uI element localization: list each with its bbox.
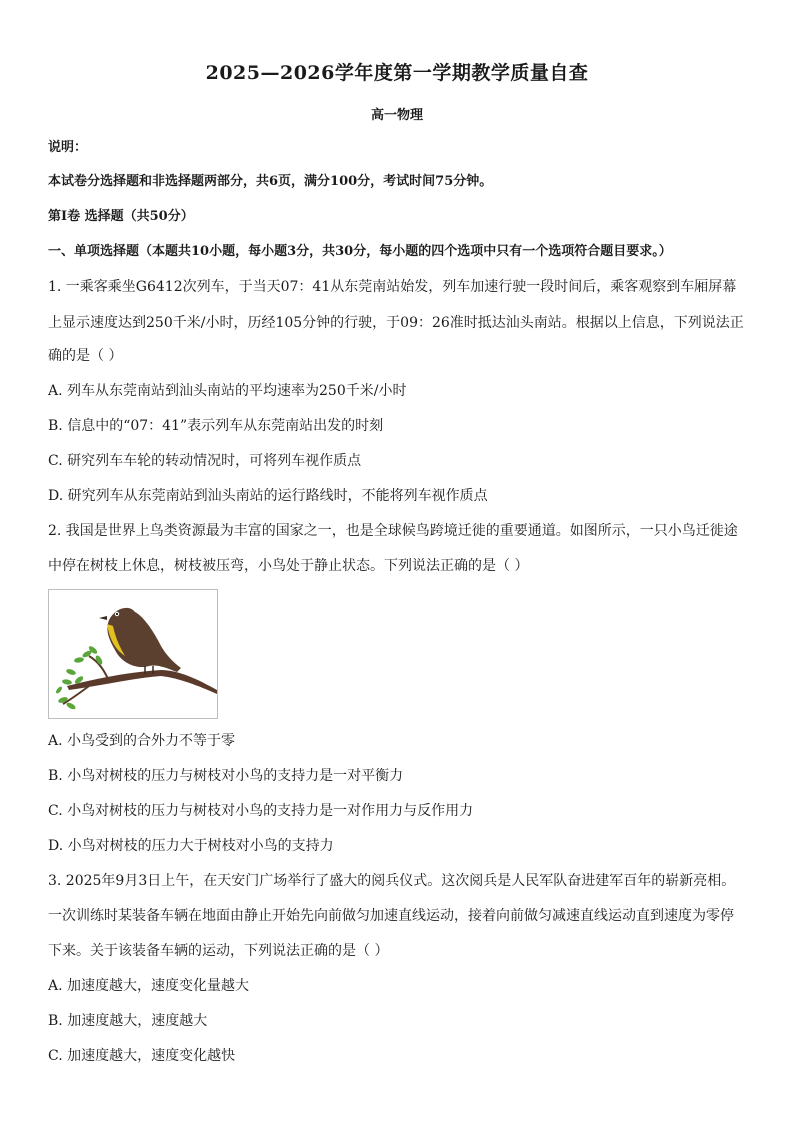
q2-stem-line-2: 中停在树枝上休息，树枝被压弯，小鸟处于静止状态。下列说法正确的是（ ） — [48, 558, 529, 574]
q3-option-c: C. 加速度越大，速度变化越快 — [48, 1048, 236, 1064]
instructions-text: 本试卷分选择题和非选择题两部分，共6页，满分100分，考试时间75分钟。 — [48, 174, 493, 189]
q1-stem-line-2: 上显示速度达到250千米/小时，历经105分钟的行驶，于09：26准时抵达汕头南站。根据以上信息，下列说法正 — [48, 315, 744, 331]
q3-stem-line-3: 下来。关于该装备车辆的运动，下列说法正确的是（ ） — [48, 943, 389, 959]
part-heading: 一、单项选择题（本题共10小题，每小题3分，共30分，每小题的四个选项中只有一个选项符合题目要求。） — [48, 244, 672, 259]
leaves — [55, 645, 104, 711]
q1-option-b: B. 信息中的“07：41”表示列车从东莞南站出发的时刻 — [48, 418, 384, 434]
q1-option-d: D. 研究列车从东莞南站到汕头南站的运行路线时，不能将列车视作质点 — [48, 488, 488, 504]
q3-stem-line-2: 一次训练时某装备车辆在地面由静止开始先向前做匀加速直线运动，接着向前做匀减速直线运动直到速度为零停 — [48, 908, 734, 924]
q3-option-b: B. 加速度越大，速度越大 — [48, 1013, 208, 1029]
branch — [67, 670, 217, 694]
bird-on-branch-figure — [48, 589, 218, 719]
bird-body — [107, 608, 181, 672]
q2-option-d: D. 小鸟对树枝的压力大于树枝对小鸟的支持力 — [48, 838, 334, 854]
section-title: 第Ⅰ卷 选择题（共50分） — [48, 209, 194, 224]
instructions-label: 说明： — [48, 140, 88, 155]
q2-option-b: B. 小鸟对树枝的压力与树枝对小鸟的支持力是一对平衡力 — [48, 768, 404, 784]
q2-option-a: A. 小鸟受到的合外力不等于零 — [48, 733, 236, 749]
q1-stem-line-3: 确的是（ ） — [48, 348, 123, 364]
q3-stem-line-1: 3. 2025年9月3日上午，在天安门广场举行了盛大的阅兵仪式。这次阅兵是人民军队奋进建军百年的崭新亮相。 — [48, 873, 736, 889]
q1-option-a: A. 列车从东莞南站到汕头南站的平均速率为250千米/小时 — [48, 383, 407, 399]
q1-stem-line-1: 1. 一乘客乘坐G6412次列车，于当天07：41从东莞南站始发，列车加速行驶一段时间后，乘客观察到车厢屏幕 — [48, 279, 737, 295]
bird-illustration — [49, 590, 217, 718]
bird-beak — [99, 616, 107, 620]
q2-option-c: C. 小鸟对树枝的压力与树枝对小鸟的支持力是一对作用力与反作用力 — [48, 803, 474, 819]
exam-title: 2025—2026学年度第一学期教学质量自查 — [205, 62, 589, 84]
q3-option-a: A. 加速度越大，速度变化量越大 — [48, 978, 250, 994]
q1-option-c: C. 研究列车车轮的转动情况时，可将列车视作质点 — [48, 453, 362, 469]
exam-subject: 高一物理 — [370, 108, 423, 123]
q2-stem-line-1: 2. 我国是世界上鸟类资源最为丰富的国家之一，也是全球候鸟跨境迁徙的重要通道。如图所示，一只小鸟迁徙途 — [48, 523, 738, 539]
